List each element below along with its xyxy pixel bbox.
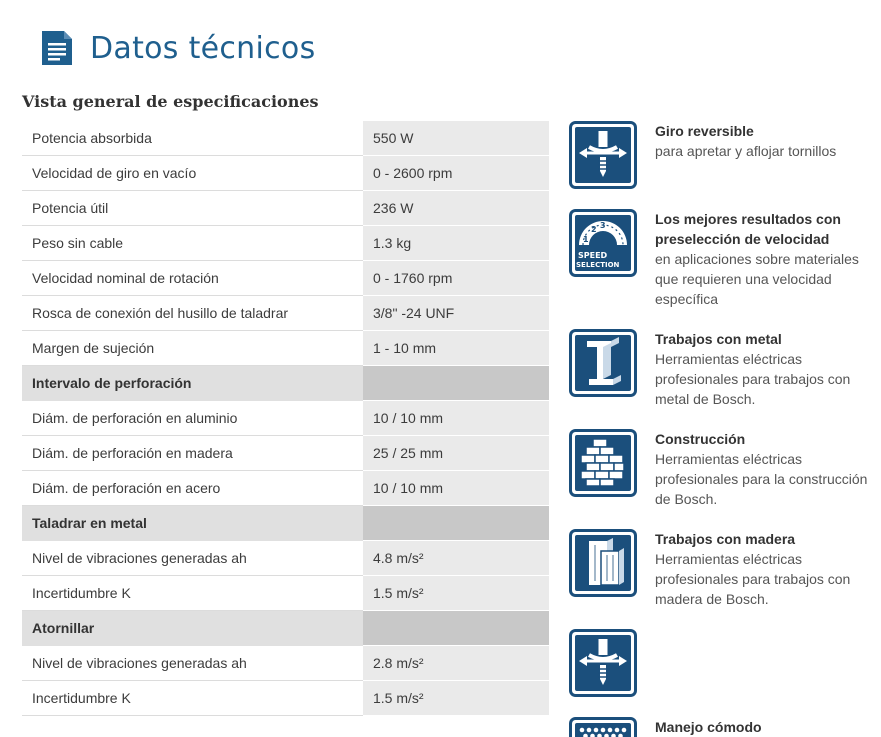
table-row bbox=[22, 121, 549, 156]
spec-value: 1.5 m/s² bbox=[363, 681, 549, 716]
feature-item bbox=[569, 717, 881, 737]
table-row bbox=[22, 576, 549, 611]
spec-value: 25 / 25 mm bbox=[363, 436, 549, 471]
spec-label: Nivel de vibraciones generadas ah bbox=[22, 646, 363, 681]
table-row bbox=[22, 296, 549, 331]
spec-label: Rosca de conexión del husillo de taladrar bbox=[22, 296, 363, 331]
table-row bbox=[22, 681, 549, 716]
feature-title: Trabajos con madera bbox=[655, 531, 796, 547]
spec-value: 236 W bbox=[363, 191, 549, 226]
spec-label: Potencia absorbida bbox=[22, 121, 363, 156]
section-header-metal-drilling bbox=[22, 506, 549, 541]
spec-label: Margen de sujeción bbox=[22, 331, 363, 366]
section-header-drilling-range bbox=[22, 366, 549, 401]
section-value bbox=[363, 366, 549, 401]
brick-wall-icon bbox=[569, 429, 637, 497]
spec-label: Diám. de perforación en acero bbox=[22, 471, 363, 506]
table-row bbox=[22, 331, 549, 366]
feature-title: Construcción bbox=[655, 431, 746, 447]
svg-text:3: 3 bbox=[600, 221, 606, 230]
reversible-rotation-icon bbox=[569, 121, 637, 189]
specs-title: Vista general de especificaciones bbox=[22, 92, 319, 111]
table-row bbox=[22, 191, 549, 226]
page-title: Datos técnicos bbox=[90, 30, 316, 66]
reversible-rotation-icon bbox=[569, 629, 637, 697]
feature-description: Herramientas eléctricas profesionales para trabajos con metal de Bosch. bbox=[655, 351, 851, 407]
spec-label: Incertidumbre K bbox=[22, 681, 363, 716]
speed-selection-icon bbox=[569, 209, 637, 277]
spec-label: Diám. de perforación en madera bbox=[22, 436, 363, 471]
feature-title: Giro reversible bbox=[655, 123, 754, 139]
spec-value: 550 W bbox=[363, 121, 549, 156]
spec-value: 3/8" -24 UNF bbox=[363, 296, 549, 331]
specs-table bbox=[22, 121, 549, 716]
table-row bbox=[22, 436, 549, 471]
metal-beam-icon bbox=[569, 329, 637, 397]
svg-text:1: 1 bbox=[583, 235, 589, 244]
feature-title: Trabajos con metal bbox=[655, 331, 782, 347]
section-label: Taladrar en metal bbox=[22, 506, 363, 541]
document-icon bbox=[40, 29, 74, 67]
table-row bbox=[22, 646, 549, 681]
feature-text bbox=[655, 529, 881, 609]
wood-planks-icon bbox=[569, 529, 637, 597]
feature-title: Los mejores resultados con preselección de velocidad bbox=[655, 211, 841, 247]
comfort-grip-icon bbox=[569, 717, 637, 737]
spec-label: Potencia útil bbox=[22, 191, 363, 226]
spec-label: Velocidad nominal de rotación bbox=[22, 261, 363, 296]
section-label: Atornillar bbox=[22, 611, 363, 646]
table-row bbox=[22, 471, 549, 506]
svg-text:2: 2 bbox=[591, 225, 597, 234]
spec-value: 2.8 m/s² bbox=[363, 646, 549, 681]
table-row bbox=[22, 541, 549, 576]
table-row bbox=[22, 261, 549, 296]
spec-value: 4.8 m/s² bbox=[363, 541, 549, 576]
feature-title: Manejo cómodo bbox=[655, 719, 762, 735]
feature-text bbox=[655, 209, 881, 309]
feature-description: para apretar y aflojar tornillos bbox=[655, 143, 837, 159]
feature-description: Herramientas eléctricas profesionales para la construcción de Bosch. bbox=[655, 451, 868, 507]
section-header-screwdriving bbox=[22, 611, 549, 646]
section-value bbox=[363, 611, 549, 646]
svg-text:SPEED: SPEED bbox=[578, 251, 608, 260]
table-row bbox=[22, 401, 549, 436]
spec-value: 0 - 1760 rpm bbox=[363, 261, 549, 296]
feature-text bbox=[655, 429, 881, 509]
spec-label: Incertidumbre K bbox=[22, 576, 363, 611]
table-row bbox=[22, 226, 549, 261]
feature-description: Herramientas eléctricas profesionales para trabajos con madera de Bosch. bbox=[655, 551, 851, 607]
feature-description: en aplicaciones sobre materiales que requieren una velocidad específica bbox=[655, 251, 859, 307]
table-row bbox=[22, 156, 549, 191]
spec-label: Peso sin cable bbox=[22, 226, 363, 261]
feature-text bbox=[655, 717, 881, 737]
spec-value: 1.3 kg bbox=[363, 226, 549, 261]
spec-value: 10 / 10 mm bbox=[363, 401, 549, 436]
spec-value: 10 / 10 mm bbox=[363, 471, 549, 506]
spec-value: 0 - 2600 rpm bbox=[363, 156, 549, 191]
spec-label: Nivel de vibraciones generadas ah bbox=[22, 541, 363, 576]
section-label: Intervalo de perforación bbox=[22, 366, 363, 401]
spec-value: 1 - 10 mm bbox=[363, 331, 549, 366]
spec-label: Velocidad de giro en vacío bbox=[22, 156, 363, 191]
feature-text bbox=[655, 121, 881, 161]
page-header bbox=[40, 26, 316, 70]
feature-text bbox=[655, 329, 881, 409]
section-value bbox=[363, 506, 549, 541]
svg-text:SELECTION: SELECTION bbox=[576, 261, 620, 269]
spec-label: Diám. de perforación en aluminio bbox=[22, 401, 363, 436]
spec-value: 1.5 m/s² bbox=[363, 576, 549, 611]
